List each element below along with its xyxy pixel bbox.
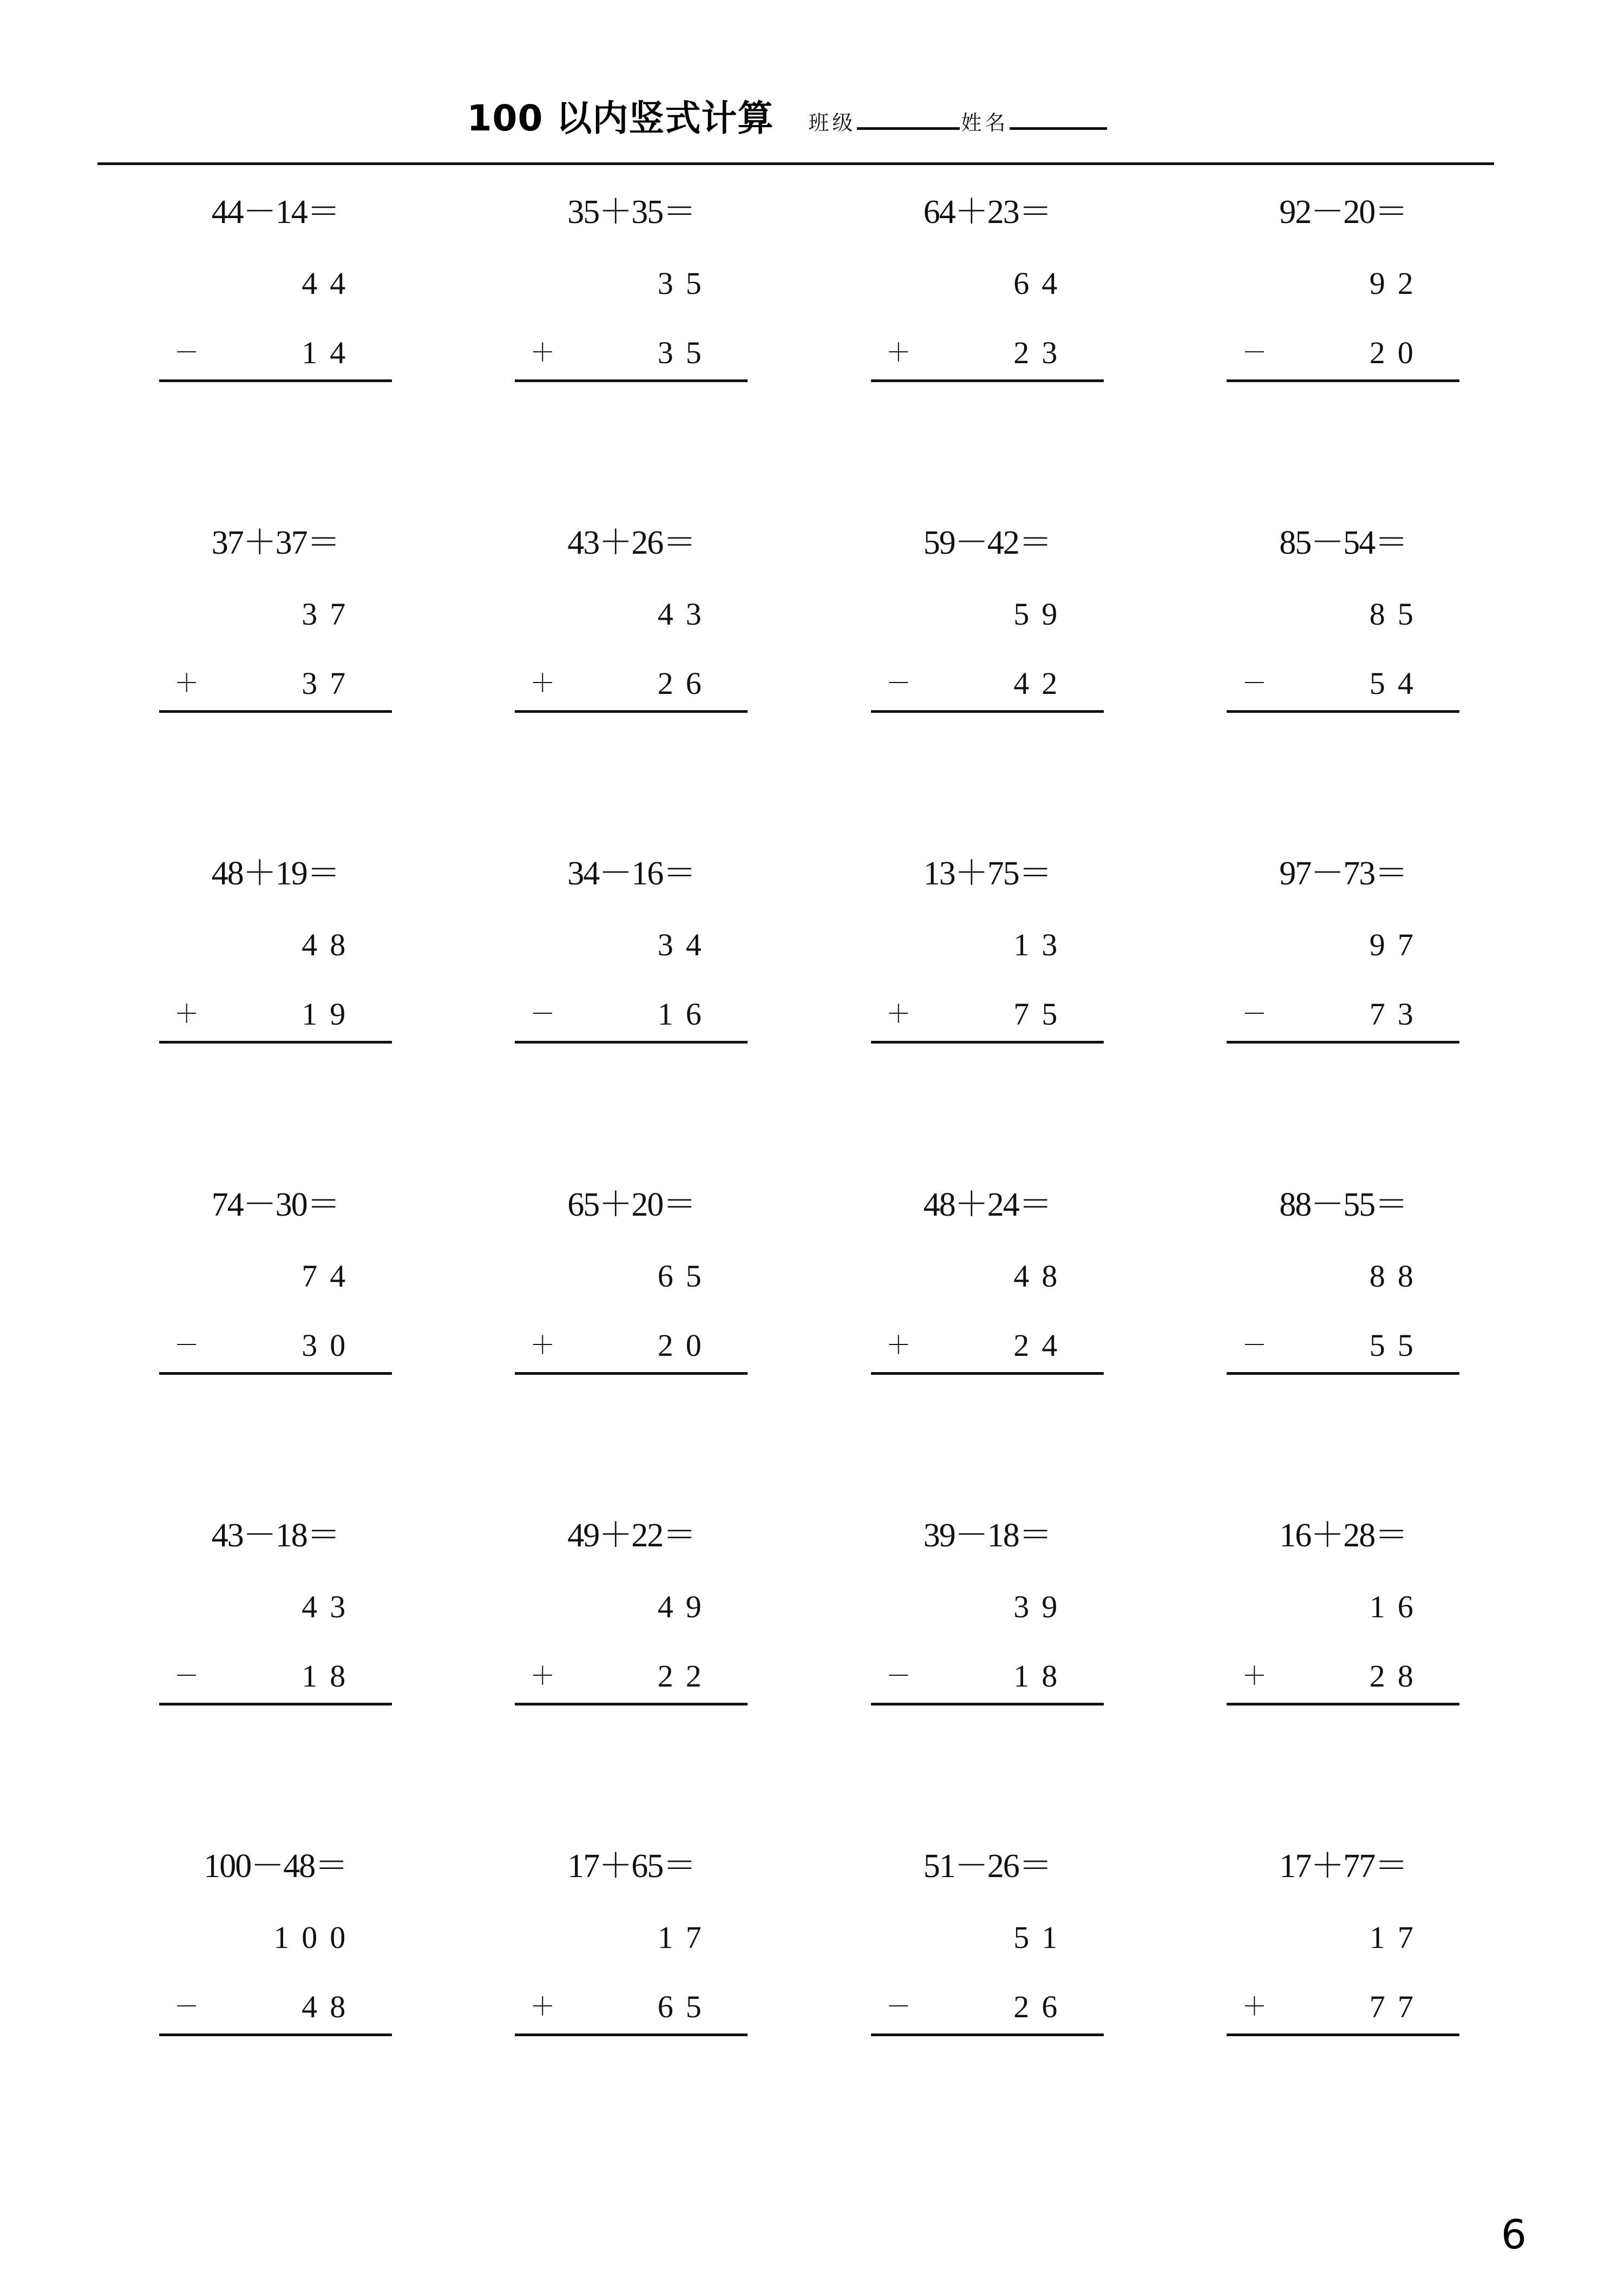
vertical-top-operand (515, 591, 748, 638)
digit: 5 (1013, 1919, 1030, 1955)
answer-rule-line[interactable] (515, 1703, 748, 1705)
digit: 2 (657, 1327, 673, 1363)
vertical-form (159, 591, 392, 713)
problem-item (97, 187, 454, 517)
vertical-form (159, 1584, 392, 1705)
digit: 1 (302, 335, 318, 370)
problem-item (97, 1510, 454, 1841)
digit: 4 (302, 927, 318, 963)
name-label: 姓名 (961, 111, 1009, 135)
digit: 1 (1013, 1658, 1030, 1694)
answer-rule-line[interactable] (1227, 1372, 1459, 1375)
vertical-operator: ＋ (174, 1000, 199, 1028)
digit: 3 (302, 1327, 318, 1363)
digit: 1 (1369, 1919, 1385, 1955)
vertical-top-operand (515, 1914, 748, 1961)
class-blank-input[interactable] (857, 127, 960, 130)
problem-item (1165, 187, 1522, 517)
problem-item (809, 517, 1165, 848)
digit: 8 (1042, 1258, 1058, 1294)
vertical-form (871, 1584, 1104, 1705)
digit: 2 (1013, 1989, 1030, 2024)
digit: 6 (1042, 1989, 1058, 2024)
vertical-operator: ＋ (174, 670, 199, 698)
vertical-bottom-operand (515, 1322, 748, 1369)
vertical-bottom-operand (159, 1653, 392, 1700)
digit: 1 (657, 996, 673, 1032)
vertical-operator: ＋ (530, 339, 555, 366)
vertical-bottom-operand (871, 1653, 1104, 1700)
vertical-bottom-operand (159, 1984, 392, 2030)
vertical-form (515, 1914, 748, 2036)
digit: 2 (657, 666, 673, 701)
answer-rule-line[interactable] (515, 1041, 748, 1044)
problems-grid (0, 165, 1624, 2172)
digit: 4 (657, 596, 673, 632)
problem-equation: 44－14＝ (211, 194, 339, 231)
problem-equation: 51－26＝ (923, 1847, 1051, 1885)
vertical-bottom-operand (871, 660, 1104, 707)
digit: 6 (657, 1258, 673, 1294)
vertical-bottom-operand (159, 991, 392, 1038)
vertical-bottom-operand (1227, 660, 1459, 707)
digit: 2 (1013, 335, 1030, 370)
digit: 7 (1397, 927, 1413, 963)
digit: 1 (657, 1919, 673, 1955)
vertical-operator: － (1242, 1000, 1267, 1028)
vertical-operator: － (886, 1992, 911, 2021)
digit: 3 (1042, 927, 1058, 963)
vertical-operator: ＋ (530, 1331, 555, 1359)
digit: 8 (330, 1989, 346, 2024)
vertical-bottom-operand (1227, 1322, 1459, 1369)
vertical-top-operand (1227, 1584, 1459, 1630)
digit: 3 (657, 335, 673, 370)
vertical-operator: － (886, 1662, 911, 1690)
vertical-top-operand (1227, 591, 1459, 638)
digit: 6 (1013, 266, 1030, 301)
vertical-form (515, 260, 748, 382)
digit: 5 (1397, 596, 1413, 632)
digit: 3 (1397, 996, 1413, 1032)
vertical-form (871, 591, 1104, 713)
problem-item (1165, 1179, 1522, 1510)
vertical-form (1227, 1914, 1459, 2036)
vertical-operator: － (886, 670, 911, 698)
problem-equation: 17＋65＝ (567, 1847, 696, 1885)
answer-rule-line[interactable] (159, 1372, 392, 1375)
problem-item (1165, 1841, 1522, 2172)
class-label: 班级 (808, 111, 856, 135)
vertical-top-operand (1227, 1253, 1459, 1300)
vertical-operator: － (1242, 1331, 1267, 1359)
digit: 2 (657, 1658, 673, 1694)
vertical-operator: ＋ (1242, 1992, 1267, 2021)
digit: 8 (1042, 1658, 1058, 1694)
digit: 5 (1369, 1327, 1385, 1363)
digit: 5 (685, 266, 702, 301)
vertical-form (515, 591, 748, 713)
vertical-top-operand (871, 1253, 1104, 1300)
digit: 5 (1369, 666, 1385, 701)
answer-rule-line[interactable] (871, 710, 1104, 713)
problem-equation: 92－20＝ (1279, 194, 1407, 231)
problem-item (1165, 1510, 1522, 1841)
digit: 2 (685, 1658, 702, 1694)
vertical-operator: ＋ (1242, 1662, 1267, 1690)
digit: 7 (1397, 1919, 1413, 1955)
digit: 3 (330, 1589, 346, 1624)
digit: 7 (1369, 1989, 1385, 2024)
digit: 3 (302, 596, 318, 632)
vertical-top-operand (515, 260, 748, 307)
vertical-operator: － (174, 1662, 199, 1690)
digit: 1 (302, 996, 318, 1032)
digit: 7 (1397, 1989, 1413, 2024)
digit: 3 (657, 266, 673, 301)
answer-rule-line[interactable] (159, 2033, 392, 2036)
digit: 9 (1042, 596, 1058, 632)
problem-equation: 49＋22＝ (567, 1517, 696, 1554)
student-info-fields (808, 113, 1108, 133)
digit: 9 (1369, 927, 1385, 963)
vertical-bottom-operand (1227, 991, 1459, 1038)
digit: 2 (1369, 335, 1385, 370)
digit: 4 (685, 927, 702, 963)
digit: 9 (330, 996, 346, 1032)
vertical-top-operand (515, 1253, 748, 1300)
answer-rule-line[interactable] (159, 379, 392, 382)
problem-item (809, 187, 1165, 517)
digit: 4 (657, 1589, 673, 1624)
digit: 2 (1397, 266, 1413, 301)
problem-item (809, 1179, 1165, 1510)
digit: 4 (1042, 266, 1058, 301)
vertical-bottom-operand (515, 1653, 748, 1700)
vertical-operator: ＋ (530, 670, 555, 698)
vertical-top-operand (159, 1914, 392, 1961)
problem-equation: 48＋24＝ (923, 1186, 1051, 1223)
vertical-form (1227, 1584, 1459, 1705)
answer-rule-line[interactable] (871, 1041, 1104, 1044)
answer-rule-line[interactable] (515, 2033, 748, 2036)
worksheet-header (0, 0, 1624, 162)
vertical-top-operand (159, 260, 392, 307)
problem-equation: 48＋19＝ (211, 855, 339, 893)
problem-item (97, 517, 454, 848)
digit: 0 (685, 1327, 702, 1363)
vertical-top-operand (159, 1584, 392, 1630)
digit: 7 (1013, 996, 1030, 1032)
vertical-bottom-operand (1227, 330, 1459, 376)
problem-equation: 59－42＝ (923, 524, 1051, 562)
digit: 6 (685, 666, 702, 701)
vertical-operator: － (174, 1331, 199, 1359)
digit: 6 (685, 996, 702, 1032)
problem-item (454, 848, 810, 1179)
digit: 7 (330, 596, 346, 632)
problem-equation: 39－18＝ (923, 1517, 1051, 1554)
vertical-top-operand (159, 591, 392, 638)
answer-rule-line[interactable] (871, 2033, 1104, 2036)
digit: 8 (1397, 1658, 1413, 1694)
digit: 4 (302, 1989, 318, 2024)
digit: 1 (273, 1919, 290, 1955)
vertical-form (159, 260, 392, 382)
digit: 8 (1369, 596, 1385, 632)
digit: 0 (330, 1919, 346, 1955)
vertical-top-operand (871, 591, 1104, 638)
digit: 5 (1397, 1327, 1413, 1363)
vertical-form (1227, 260, 1459, 382)
digit: 4 (1013, 666, 1030, 701)
problem-item (454, 187, 810, 517)
vertical-form (871, 1914, 1104, 2036)
digit: 8 (330, 1658, 346, 1694)
answer-rule-line[interactable] (871, 379, 1104, 382)
vertical-operator: － (174, 339, 199, 366)
digit: 6 (657, 1989, 673, 2024)
problem-item (1165, 517, 1522, 848)
digit: 4 (1013, 1258, 1030, 1294)
digit: 8 (1397, 1258, 1413, 1294)
digit: 2 (1013, 1327, 1030, 1363)
digit: 3 (302, 666, 318, 701)
answer-rule-line[interactable] (159, 710, 392, 713)
vertical-bottom-operand (871, 330, 1104, 376)
digit: 0 (330, 1327, 346, 1363)
digit: 2 (1042, 666, 1058, 701)
vertical-operator: ＋ (530, 1662, 555, 1690)
vertical-top-operand (159, 1253, 392, 1300)
vertical-top-operand (871, 1584, 1104, 1630)
digit: 7 (685, 1919, 702, 1955)
digit: 3 (657, 927, 673, 963)
vertical-form (159, 922, 392, 1044)
digit: 9 (1042, 1589, 1058, 1624)
digit: 4 (330, 1258, 346, 1294)
digit: 5 (685, 1989, 702, 2024)
vertical-top-operand (159, 922, 392, 968)
problem-equation: 43－18＝ (211, 1517, 339, 1554)
vertical-top-operand (871, 260, 1104, 307)
vertical-bottom-operand (159, 1322, 392, 1369)
digit: 0 (1397, 335, 1413, 370)
answer-rule-line[interactable] (871, 1372, 1104, 1375)
digit: 0 (302, 1919, 318, 1955)
digit: 2 (1369, 1658, 1385, 1694)
answer-rule-line[interactable] (159, 1041, 392, 1044)
answer-rule-line[interactable] (1227, 379, 1459, 382)
digit: 7 (1369, 996, 1385, 1032)
vertical-bottom-operand (515, 660, 748, 707)
vertical-form (515, 922, 748, 1044)
vertical-operator: ＋ (886, 339, 911, 366)
vertical-bottom-operand (871, 1984, 1104, 2030)
vertical-bottom-operand (515, 1984, 748, 2030)
vertical-top-operand (871, 922, 1104, 968)
problem-equation: 37＋37＝ (211, 524, 339, 562)
digit: 4 (330, 266, 346, 301)
digit: 1 (1042, 1919, 1058, 1955)
page-number: 6 (1501, 2212, 1527, 2258)
problem-item (454, 1510, 810, 1841)
digit: 7 (302, 1258, 318, 1294)
answer-rule-line[interactable] (515, 1372, 748, 1375)
vertical-bottom-operand (159, 660, 392, 707)
vertical-bottom-operand (1227, 1653, 1459, 1700)
vertical-form (515, 1584, 748, 1705)
digit: 4 (1042, 1327, 1058, 1363)
vertical-form (515, 1253, 748, 1375)
vertical-operator: － (1242, 670, 1267, 698)
vertical-operator: ＋ (886, 1000, 911, 1028)
vertical-form (871, 922, 1104, 1044)
digit: 3 (685, 596, 702, 632)
problem-item (454, 1179, 810, 1510)
vertical-form (159, 1914, 392, 2036)
vertical-operator: ＋ (886, 1331, 911, 1359)
vertical-form (871, 260, 1104, 382)
name-blank-input[interactable] (1010, 127, 1107, 130)
answer-rule-line[interactable] (159, 1703, 392, 1705)
vertical-form (159, 1253, 392, 1375)
problem-equation: 35＋35＝ (567, 194, 696, 231)
problem-item (454, 1841, 810, 2172)
problem-equation: 43＋26＝ (567, 524, 696, 562)
problem-item (809, 848, 1165, 1179)
vertical-top-operand (1227, 922, 1459, 968)
problem-equation: 74－30＝ (211, 1186, 339, 1223)
digit: 7 (330, 666, 346, 701)
problem-equation: 97－73＝ (1279, 855, 1407, 893)
problem-item (809, 1841, 1165, 2172)
digit: 3 (1013, 1589, 1030, 1624)
vertical-operator: － (174, 1992, 199, 2021)
problem-equation: 17＋77＝ (1279, 1847, 1407, 1885)
problem-equation: 100－48＝ (204, 1847, 348, 1885)
vertical-bottom-operand (515, 991, 748, 1038)
vertical-top-operand (515, 1584, 748, 1630)
problem-item (97, 1179, 454, 1510)
vertical-top-operand (515, 922, 748, 968)
problem-item (97, 1841, 454, 2172)
worksheet-footer (0, 2172, 1624, 2296)
digit: 8 (1369, 1258, 1385, 1294)
problem-equation: 88－55＝ (1279, 1186, 1407, 1223)
problem-item (454, 517, 810, 848)
problem-equation: 34－16＝ (567, 855, 696, 893)
vertical-form (871, 1253, 1104, 1375)
digit: 1 (1369, 1589, 1385, 1624)
answer-rule-line[interactable] (1227, 2033, 1459, 2036)
problem-item (809, 1510, 1165, 1841)
vertical-form (1227, 591, 1459, 713)
vertical-bottom-operand (871, 1322, 1104, 1369)
digit: 4 (302, 266, 318, 301)
problem-equation: 64＋23＝ (923, 194, 1051, 231)
answer-rule-line[interactable] (871, 1703, 1104, 1705)
vertical-bottom-operand (515, 330, 748, 376)
vertical-bottom-operand (159, 330, 392, 376)
digit: 9 (685, 1589, 702, 1624)
vertical-top-operand (1227, 1914, 1459, 1961)
digit: 5 (1042, 996, 1058, 1032)
digit: 1 (1013, 927, 1030, 963)
vertical-operator: ＋ (530, 1992, 555, 2021)
problem-item (1165, 848, 1522, 1179)
digit: 5 (685, 335, 702, 370)
problem-equation: 16＋28＝ (1279, 1517, 1407, 1554)
answer-rule-line[interactable] (1227, 1703, 1459, 1705)
digit: 4 (1397, 666, 1413, 701)
page-title: 100 以内竖式计算 (467, 97, 774, 139)
digit: 9 (1369, 266, 1385, 301)
vertical-top-operand (871, 1914, 1104, 1961)
digit: 1 (302, 1658, 318, 1694)
digit: 5 (685, 1258, 702, 1294)
digit: 8 (330, 927, 346, 963)
vertical-bottom-operand (1227, 1984, 1459, 2030)
vertical-form (1227, 1253, 1459, 1375)
vertical-form (1227, 922, 1459, 1044)
problem-equation: 13＋75＝ (923, 855, 1051, 893)
answer-rule-line[interactable] (515, 379, 748, 382)
problem-equation: 85－54＝ (1279, 524, 1407, 562)
digit: 4 (302, 1589, 318, 1624)
digit: 6 (1397, 1589, 1413, 1624)
digit: 5 (1013, 596, 1030, 632)
vertical-operator: － (1242, 339, 1267, 366)
problem-equation: 65＋20＝ (567, 1186, 696, 1223)
answer-rule-line[interactable] (1227, 710, 1459, 713)
digit: 4 (330, 335, 346, 370)
vertical-bottom-operand (871, 991, 1104, 1038)
vertical-operator: － (530, 1000, 555, 1028)
digit: 3 (1042, 335, 1058, 370)
answer-rule-line[interactable] (515, 710, 748, 713)
answer-rule-line[interactable] (1227, 1041, 1459, 1044)
problem-item (97, 848, 454, 1179)
vertical-top-operand (1227, 260, 1459, 307)
